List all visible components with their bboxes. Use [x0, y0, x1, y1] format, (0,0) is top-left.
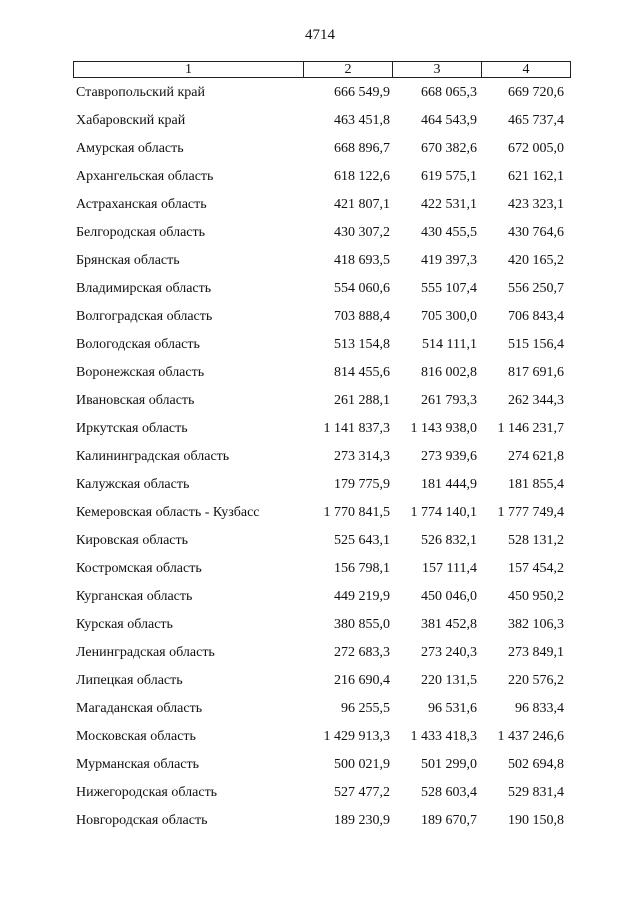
value-col-3: 96 531,6	[428, 701, 477, 716]
value-col-2: 703 888,4	[334, 309, 390, 324]
value-col-3: 181 444,9	[421, 477, 477, 492]
region-name: Курская область	[76, 617, 173, 632]
value-col-4: 382 106,3	[508, 617, 564, 632]
region-name: Хабаровский край	[76, 113, 186, 128]
value-col-3: 273 939,6	[421, 449, 477, 464]
column-header-3: 3	[393, 62, 482, 78]
value-col-3: 1 774 140,1	[410, 505, 477, 520]
table-row	[0, 755, 640, 783]
value-col-2: 216 690,4	[334, 673, 390, 688]
region-name: Калужская область	[76, 477, 190, 492]
table-row	[0, 83, 640, 111]
value-col-4: 157 454,2	[508, 561, 564, 576]
region-name: Вологодская область	[76, 337, 200, 352]
region-name: Магаданская область	[76, 701, 203, 716]
table-row	[0, 531, 640, 559]
value-col-2: 527 477,2	[334, 785, 390, 800]
table-row	[0, 727, 640, 755]
value-col-2: 666 549,9	[334, 85, 390, 100]
region-name: Нижегородская область	[76, 785, 218, 800]
value-col-2: 156 798,1	[334, 561, 390, 576]
table-row	[0, 279, 640, 307]
table-row	[0, 699, 640, 727]
value-col-3: 514 111,1	[422, 337, 477, 352]
table-row	[0, 447, 640, 475]
region-name: Воронежская область	[76, 365, 205, 380]
value-col-4: 465 737,4	[508, 113, 564, 128]
value-col-3: 619 575,1	[421, 169, 477, 184]
value-col-4: 423 323,1	[508, 197, 564, 212]
value-col-2: 261 288,1	[334, 393, 390, 408]
value-col-4: 220 576,2	[508, 673, 564, 688]
table-row	[0, 251, 640, 279]
value-col-2: 668 896,7	[334, 141, 390, 156]
region-name: Ставропольский край	[76, 85, 205, 100]
value-col-4: 706 843,4	[508, 309, 564, 324]
region-name: Ленинградская область	[76, 645, 215, 660]
value-col-2: 272 683,3	[334, 645, 390, 660]
value-col-4: 274 621,8	[508, 449, 564, 464]
table-row	[0, 391, 640, 419]
region-name: Ивановская область	[76, 393, 195, 408]
region-name: Кемеровская область - Кузбасс	[76, 505, 260, 520]
value-col-3: 157 111,4	[422, 561, 477, 576]
value-col-2: 273 314,3	[334, 449, 390, 464]
value-col-2: 96 255,5	[341, 701, 390, 716]
value-col-4: 450 950,2	[508, 589, 564, 604]
table-row	[0, 503, 640, 531]
table-row	[0, 111, 640, 139]
value-col-3: 555 107,4	[421, 281, 477, 296]
value-col-4: 420 165,2	[508, 253, 564, 268]
value-col-3: 381 452,8	[421, 617, 477, 632]
region-name: Липецкая область	[76, 673, 183, 688]
value-col-3: 430 455,5	[421, 225, 477, 240]
value-col-2: 449 219,9	[334, 589, 390, 604]
value-col-3: 419 397,3	[421, 253, 477, 268]
value-col-4: 528 131,2	[508, 533, 564, 548]
value-col-2: 430 307,2	[334, 225, 390, 240]
region-name: Московская область	[76, 729, 196, 744]
value-col-2: 1 770 841,5	[323, 505, 390, 520]
value-col-3: 705 300,0	[421, 309, 477, 324]
value-col-4: 190 150,8	[508, 813, 564, 828]
region-name: Курганская область	[76, 589, 193, 604]
column-header-1: 1	[74, 62, 304, 78]
region-name: Астраханская область	[76, 197, 207, 212]
value-col-3: 189 670,7	[421, 813, 477, 828]
value-col-3: 816 002,8	[421, 365, 477, 380]
value-col-3: 528 603,4	[421, 785, 477, 800]
value-col-4: 1 146 231,7	[497, 421, 564, 436]
value-col-3: 273 240,3	[421, 645, 477, 660]
value-col-4: 817 691,6	[508, 365, 564, 380]
value-col-2: 418 693,5	[334, 253, 390, 268]
table-row	[0, 587, 640, 615]
value-col-4: 262 344,3	[508, 393, 564, 408]
table-row	[0, 195, 640, 223]
value-col-4: 672 005,0	[508, 141, 564, 156]
value-col-2: 421 807,1	[334, 197, 390, 212]
value-col-4: 96 833,4	[515, 701, 564, 716]
region-name: Амурская область	[76, 141, 184, 156]
table-row	[0, 615, 640, 643]
table-row	[0, 335, 640, 363]
table-row	[0, 307, 640, 335]
value-col-3: 450 046,0	[421, 589, 477, 604]
region-name: Владимирская область	[76, 281, 212, 296]
column-header-table	[73, 61, 571, 78]
table-row	[0, 223, 640, 251]
table-row	[0, 167, 640, 195]
value-col-4: 1 437 246,6	[497, 729, 564, 744]
region-name: Иркутская область	[76, 421, 188, 436]
region-name: Белгородская область	[76, 225, 206, 240]
value-col-3: 526 832,1	[421, 533, 477, 548]
region-name: Кировская область	[76, 533, 189, 548]
value-col-4: 430 764,6	[508, 225, 564, 240]
value-col-4: 529 831,4	[508, 785, 564, 800]
table-row	[0, 475, 640, 503]
value-col-2: 380 855,0	[334, 617, 390, 632]
value-col-3: 220 131,5	[421, 673, 477, 688]
table-row	[0, 671, 640, 699]
value-col-3: 1 433 418,3	[410, 729, 477, 744]
value-col-3: 1 143 938,0	[410, 421, 477, 436]
value-col-4: 515 156,4	[508, 337, 564, 352]
table-row	[0, 139, 640, 167]
region-name: Мурманская область	[76, 757, 200, 772]
table-row	[0, 363, 640, 391]
region-name: Брянская область	[76, 253, 180, 268]
value-col-4: 556 250,7	[508, 281, 564, 296]
value-col-4: 1 777 749,4	[497, 505, 564, 520]
value-col-2: 1 141 837,3	[323, 421, 390, 436]
region-name: Архангельская область	[76, 169, 214, 184]
value-col-2: 513 154,8	[334, 337, 390, 352]
value-col-4: 502 694,8	[508, 757, 564, 772]
table-row	[0, 643, 640, 671]
value-col-2: 1 429 913,3	[323, 729, 390, 744]
table-row	[0, 559, 640, 587]
region-name: Новгородская область	[76, 813, 208, 828]
value-col-2: 814 455,6	[334, 365, 390, 380]
value-col-3: 422 531,1	[421, 197, 477, 212]
region-name: Калининградская область	[76, 449, 230, 464]
column-header-row	[74, 62, 571, 78]
table-row	[0, 419, 640, 447]
value-col-3: 668 065,3	[421, 85, 477, 100]
value-col-2: 189 230,9	[334, 813, 390, 828]
value-col-2: 618 122,6	[334, 169, 390, 184]
value-col-4: 621 162,1	[508, 169, 564, 184]
value-col-2: 500 021,9	[334, 757, 390, 772]
value-col-3: 670 382,6	[421, 141, 477, 156]
region-name: Волгоградская область	[76, 309, 213, 324]
value-col-3: 261 793,3	[421, 393, 477, 408]
value-col-2: 179 775,9	[334, 477, 390, 492]
value-col-4: 669 720,6	[508, 85, 564, 100]
value-col-4: 181 855,4	[508, 477, 564, 492]
table-row	[0, 783, 640, 811]
data-table-body	[0, 83, 640, 839]
region-name: Костромская область	[76, 561, 202, 576]
value-col-2: 463 451,8	[334, 113, 390, 128]
value-col-4: 273 849,1	[508, 645, 564, 660]
value-col-3: 501 299,0	[421, 757, 477, 772]
page-number: 4714	[305, 27, 335, 43]
column-header-2: 2	[304, 62, 393, 78]
value-col-2: 525 643,1	[334, 533, 390, 548]
value-col-3: 464 543,9	[421, 113, 477, 128]
table-row	[0, 811, 640, 839]
column-header-4: 4	[482, 62, 571, 78]
value-col-2: 554 060,6	[334, 281, 390, 296]
